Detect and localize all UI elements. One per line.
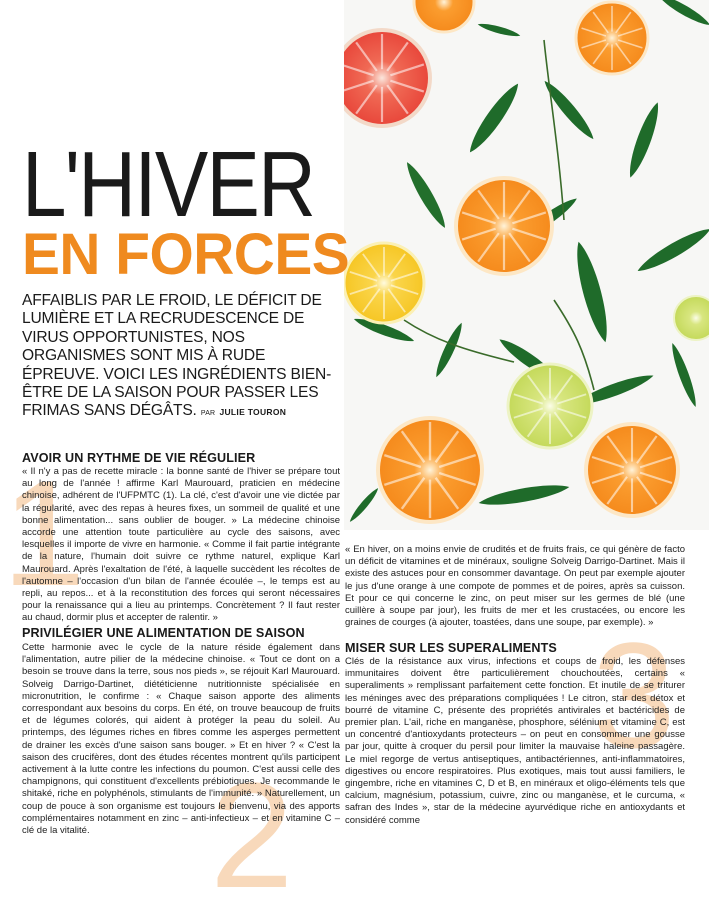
section-title-1: AVOIR UN RYTHME DE VIE RÉGULIER — [22, 451, 256, 465]
headline-line2: EN FORCES — [22, 222, 350, 287]
section-body-1: « Il n'y a pas de recette miracle : la bonne santé de l'hiver se prépare tout au long de l'année ! affirme Karl Maurouard, praticien en médecine chinoise, adhérent de l'UFPMTC (1). La clé, c'est d'avoir une vie dictée par la régularité, avec des repas à heures fixes, un sommeil de qualité et une bonne alimentation... sans oublier de bouger. » La médecine chinoise accorde une attention toute particulière au cycle des saisons, avec lesquelles il importe de vivre en harmonie. « Comme il fait partie intégrante de la nature, l'humain doit suivre ce rythme naturel, explique Karl Maurouard. Après l'exaltation de l'été, à laquelle succèdent les récoltes de l'automne – l'occasion d'un bilan de l'année écoulée –, le temps est au repli, au repos... et à la reconstitution des forces qui seront nécessaires pour la renaissance qui a lieu au printemps. Concrètement ? Il faut rester au chaud, dormir plus et accepter de ralentir. » — [22, 466, 340, 624]
section-2-continuation: « En hiver, on a moins envie de crudités et de fruits frais, ce qui génère de facto un déficit de vitamines et de minéraux, souligne Solveig Darrigo-Dartinet. Mais il existe des astuces pour en consommer davantage. On peut par exemple ajouter le jus d'une orange à une compote de pommes et de poires, après sa cuisson. Et pour ce qui concerne le zinc, on peut miser sur les germes de blé (une cuillère à soupe par jour), les fruits de mer et les crustacées, ou encore les graines de courges (à ajouter, toastées, dans une soupe, par exemple). » — [345, 544, 685, 629]
standfirst-text: AFFAIBLIS PAR LE FROID, LE DÉFICIT DE LUMIÈRE ET LA RECRUDESCENCE DE VIRUS OPPORTUNISTES, NOS ORGANISMES SONT MIS À RUDE ÉPREUVE. VOICI LES INGRÉDIENTS BIEN-ÊTRE DE LA SAISON POUR PASSER LES FRIMAS SANS DÉGÂTS. — [22, 292, 332, 420]
byline-prefix: PAR — [200, 410, 216, 418]
section-body-3: Clés de la résistance aux virus, infections et coups de froid, les défenses immunitaires doivent être particulièrement chouchoutées, certains « superaliments » remplissant parfaitement cette fonction. Et inutile de se triturer les méninges avec des préparations compliquées ! Le citron, star des détox et bourré de vitamine C, présente des propriétés antivirales et bactéricides de premier plan. L'ail, riche en manganèse, phosphore, sélénium et vitamine C, est un concentré d'antioxydants protecteurs – on peut en consommer une gousse par jour, quitte à croquer du persil pour limiter la mauvaise haleine passagère. Le miel regorge de vertus antiseptiques, antibactériennes, anti-inflammatoires, digestives ou encore respiratoires. Plus exotiques, mais tout aussi familiers, le gingembre, riche en vitamines C, D et B, en minéraux et oligo-éléments tels que calcium, magnésium, potassium, cuivre, zinc ou manganèse, et le curcuma, « safran des Indes », star de la médecine ayurvédique riche en antioxydants et considéré comme — [345, 656, 685, 826]
section-title-3: MISER SUR LES SUPERALIMENTS — [345, 641, 557, 655]
citrus-photo — [344, 0, 709, 530]
citrus-illustration — [344, 0, 709, 530]
section-title-2: PRIVILÉGIER UNE ALIMENTATION DE SAISON — [22, 626, 305, 640]
section-number-2: 2 — [210, 751, 294, 919]
section-body-2: Cette harmonie avec le cycle de la nature réside également dans l'alimentation, autre pilier de la médecine chinoise. « Tout ce dont on a besoin se trouve dans la terre, sous nos pieds », se réjouit Karl Maurouard. Solveig Darrigo-Dartinet, diététicienne nutritionniste spécialisée en micronutrition, le confirme : « Chaque saison apporte des aliments correspondant aux besoins du corps. En été, on trouve beaucoup de fruits et de légumes colorés, qui aident à protéger la peau du soleil. Au printemps, des légumes riches en fibres comme les asperges permettent de drainer les excès d'une saison sans bouger. » Et en hiver ? « C'est la saison des crucifères, dont des études récentes montrent qu'ils participent activement à la lutte contre les infections du poumon. C'est aussi celle des champignons, qui constituent d'excellents prébiotiques. Je recommande le shitaké, riche en polyphénols, stimulants de l'immunité. » Naturellement, un coup de pouce à son organisme est toujours le bienvenu, via des apports complémentaires notamment en zinc – anti-infectieux – et en vitamine C – clé de la vitalité. — [22, 642, 340, 837]
standfirst — [22, 292, 340, 424]
headline-line1: L'HIVER — [22, 132, 315, 236]
byline-author: JULIE TOURON — [219, 407, 287, 418]
section-number-3: 3 — [592, 611, 676, 779]
section-number-1: 1 — [2, 449, 86, 617]
